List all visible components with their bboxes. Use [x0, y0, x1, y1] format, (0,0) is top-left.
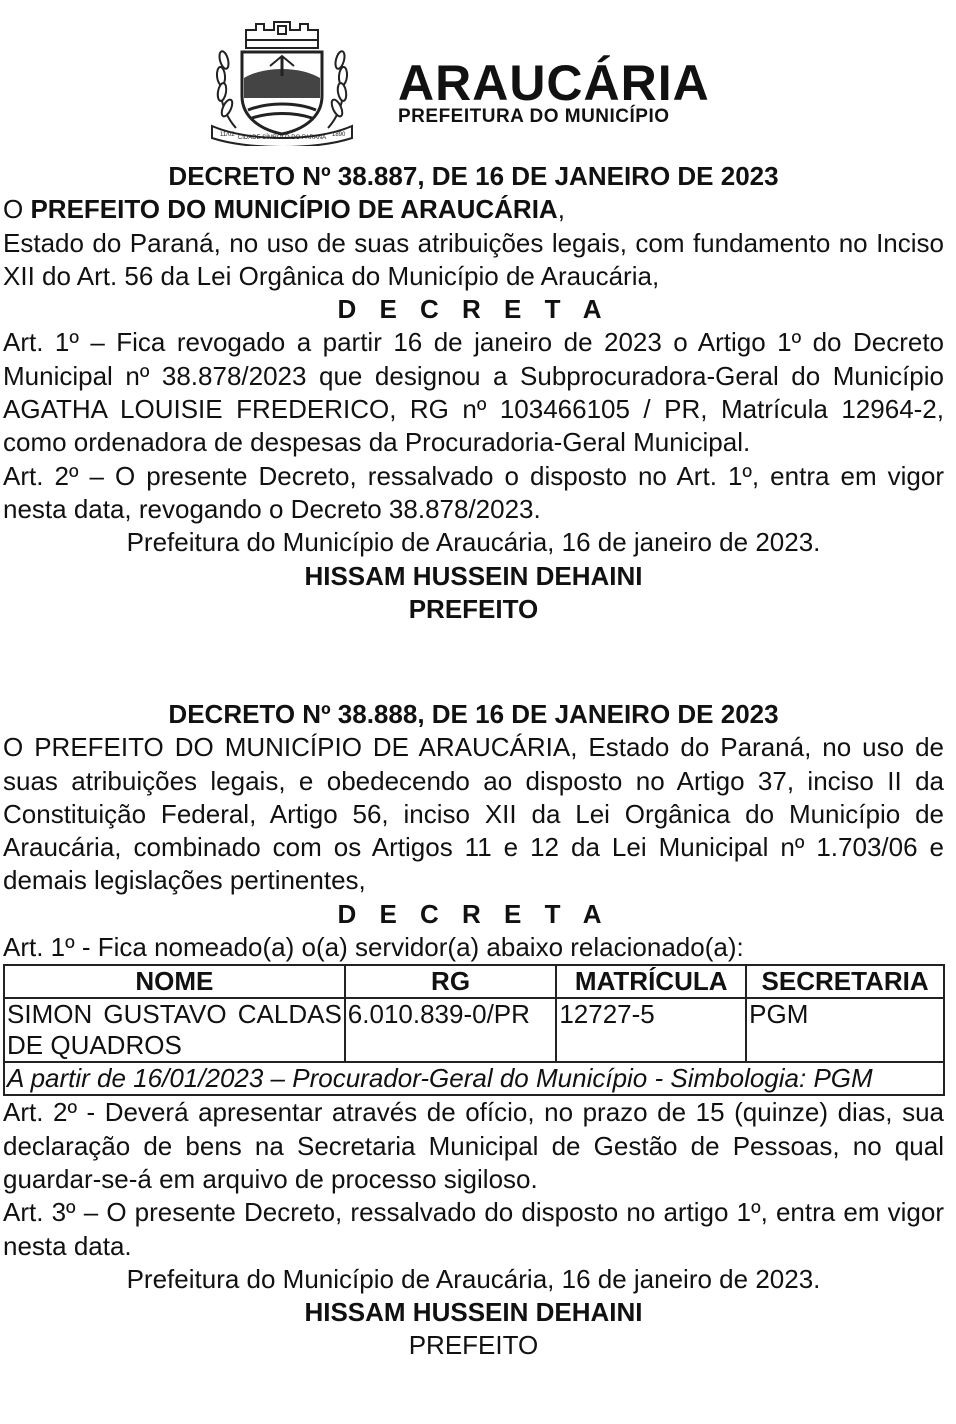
- table-cell-matricula: 12727-5: [556, 998, 746, 1062]
- appointment-table: [3, 964, 945, 1096]
- brand-subtitle: PREFEITURA DO MUNICÍPIO: [398, 106, 670, 127]
- table-header-cell: SECRETARIA: [746, 965, 944, 998]
- decree-38887: [3, 160, 944, 626]
- place-date: Prefeitura do Município de Araucária, 16 de janeiro de 2023.: [126, 1263, 821, 1294]
- page-header: [0, 18, 956, 148]
- crest-ribbon-text: CIDADE SÍMBOLO DO PARANÁ: [237, 135, 327, 141]
- decree-preamble: Estado do Paraná, no uso de suas atribuições legais, com fundamento no Inciso XII do Art. 56 da Lei Orgânica do Município de Araucária,: [3, 227, 944, 291]
- crest-year-left: 11/02: [220, 132, 235, 138]
- table-header-row: [4, 965, 944, 998]
- table-header-cell: MATRÍCULA: [556, 965, 746, 998]
- article-1: Art. 1º - Fica nomeado(a) o(a) servidor(a) abaixo relacionado(a):: [3, 932, 744, 963]
- municipal-crest-logo: [208, 18, 356, 146]
- place-date: Prefeitura do Município de Araucária, 16 de janeiro de 2023.: [126, 527, 821, 558]
- signatory-role: PREFEITO: [408, 1330, 539, 1361]
- decreta-heading: D E C R E T A: [337, 898, 610, 929]
- intro-bold: PREFEITO DO MUNICÍPIO DE ARAUCÁRIA: [30, 194, 558, 225]
- article-2: Art. 2º - Deverá apresentar através de ofício, no prazo de 15 (quinze) dias, sua declaração de bens na Secretaria Municipal de Gestão de Pessoas, no qual guardar-se-á em arquivo de processo sigiloso.: [3, 1097, 944, 1194]
- table-cell-name: SIMON GUSTAVO CALDAS DE QUADROS: [4, 998, 345, 1062]
- signatory-role: PREFEITO: [408, 593, 539, 624]
- table-header-cell: RG: [345, 965, 557, 998]
- table-header-cell: NOME: [4, 965, 345, 998]
- article-3: Art. 3º – O presente Decreto, ressalvado do disposto no artigo 1º, entra em vigor nesta data.: [3, 1197, 944, 1261]
- article-1: Art. 1º – Fica revogado a partir 16 de janeiro de 2023 o Artigo 1º do Decreto Municipal nº 38.878/2023 que designou a Subprocuradora-Geral do Município AGATHA LOUISIE FREDERICO, RG nº 103466105 / PR, Matrícula 12964-2, como ordenadora de despesas da Procuradoria-Geral Municipal.: [3, 327, 944, 458]
- signatory-name: HISSAM HUSSEIN DEHAINI: [304, 1297, 643, 1328]
- brand-name: ARAUCÁRIA: [398, 55, 710, 111]
- table-note-row: [4, 1062, 944, 1095]
- decree-preamble: O PREFEITO DO MUNICÍPIO DE ARAUCÁRIA, Estado do Paraná, no uso de suas atribuições legais, e obedecendo ao disposto no Artigo 37, inciso II da Constituição Federal, Artigo 56, inciso XII da Lei Orgânica do Município de Araucária, combinado com os Artigos 11 e 12 da Lei Municipal nº 1.703/06 e demais legislações pertinentes,: [3, 732, 944, 896]
- table-cell-secretaria: PGM: [746, 998, 944, 1062]
- crest-year-right: 1890: [332, 132, 346, 138]
- table-cell-rg: 6.010.839-0/PR: [345, 998, 557, 1062]
- decreta-heading: D E C R E T A: [337, 294, 610, 325]
- intro-prefix: O: [3, 194, 31, 225]
- decree-title: DECRETO Nº 38.887, DE 16 DE JANEIRO DE 2023: [168, 161, 779, 191]
- table-row: [4, 998, 944, 1062]
- decree-intro: [3, 193, 944, 226]
- decree-title: DECRETO Nº 38.888, DE 16 DE JANEIRO DE 2023: [168, 699, 779, 729]
- signatory-name: HISSAM HUSSEIN DEHAINI: [304, 560, 643, 591]
- decree-38888: [3, 698, 944, 1363]
- brand-block: [398, 55, 710, 127]
- intro-suffix: ,: [557, 194, 565, 225]
- article-2: Art. 2º – O presente Decreto, ressalvado o disposto no Art. 1º, entra em vigor nesta data, revogando o Decreto 38.878/2023.: [3, 460, 944, 524]
- table-note: A partir de 16/01/2023 – Procurador-Geral do Município - Simbologia: PGM: [4, 1062, 944, 1095]
